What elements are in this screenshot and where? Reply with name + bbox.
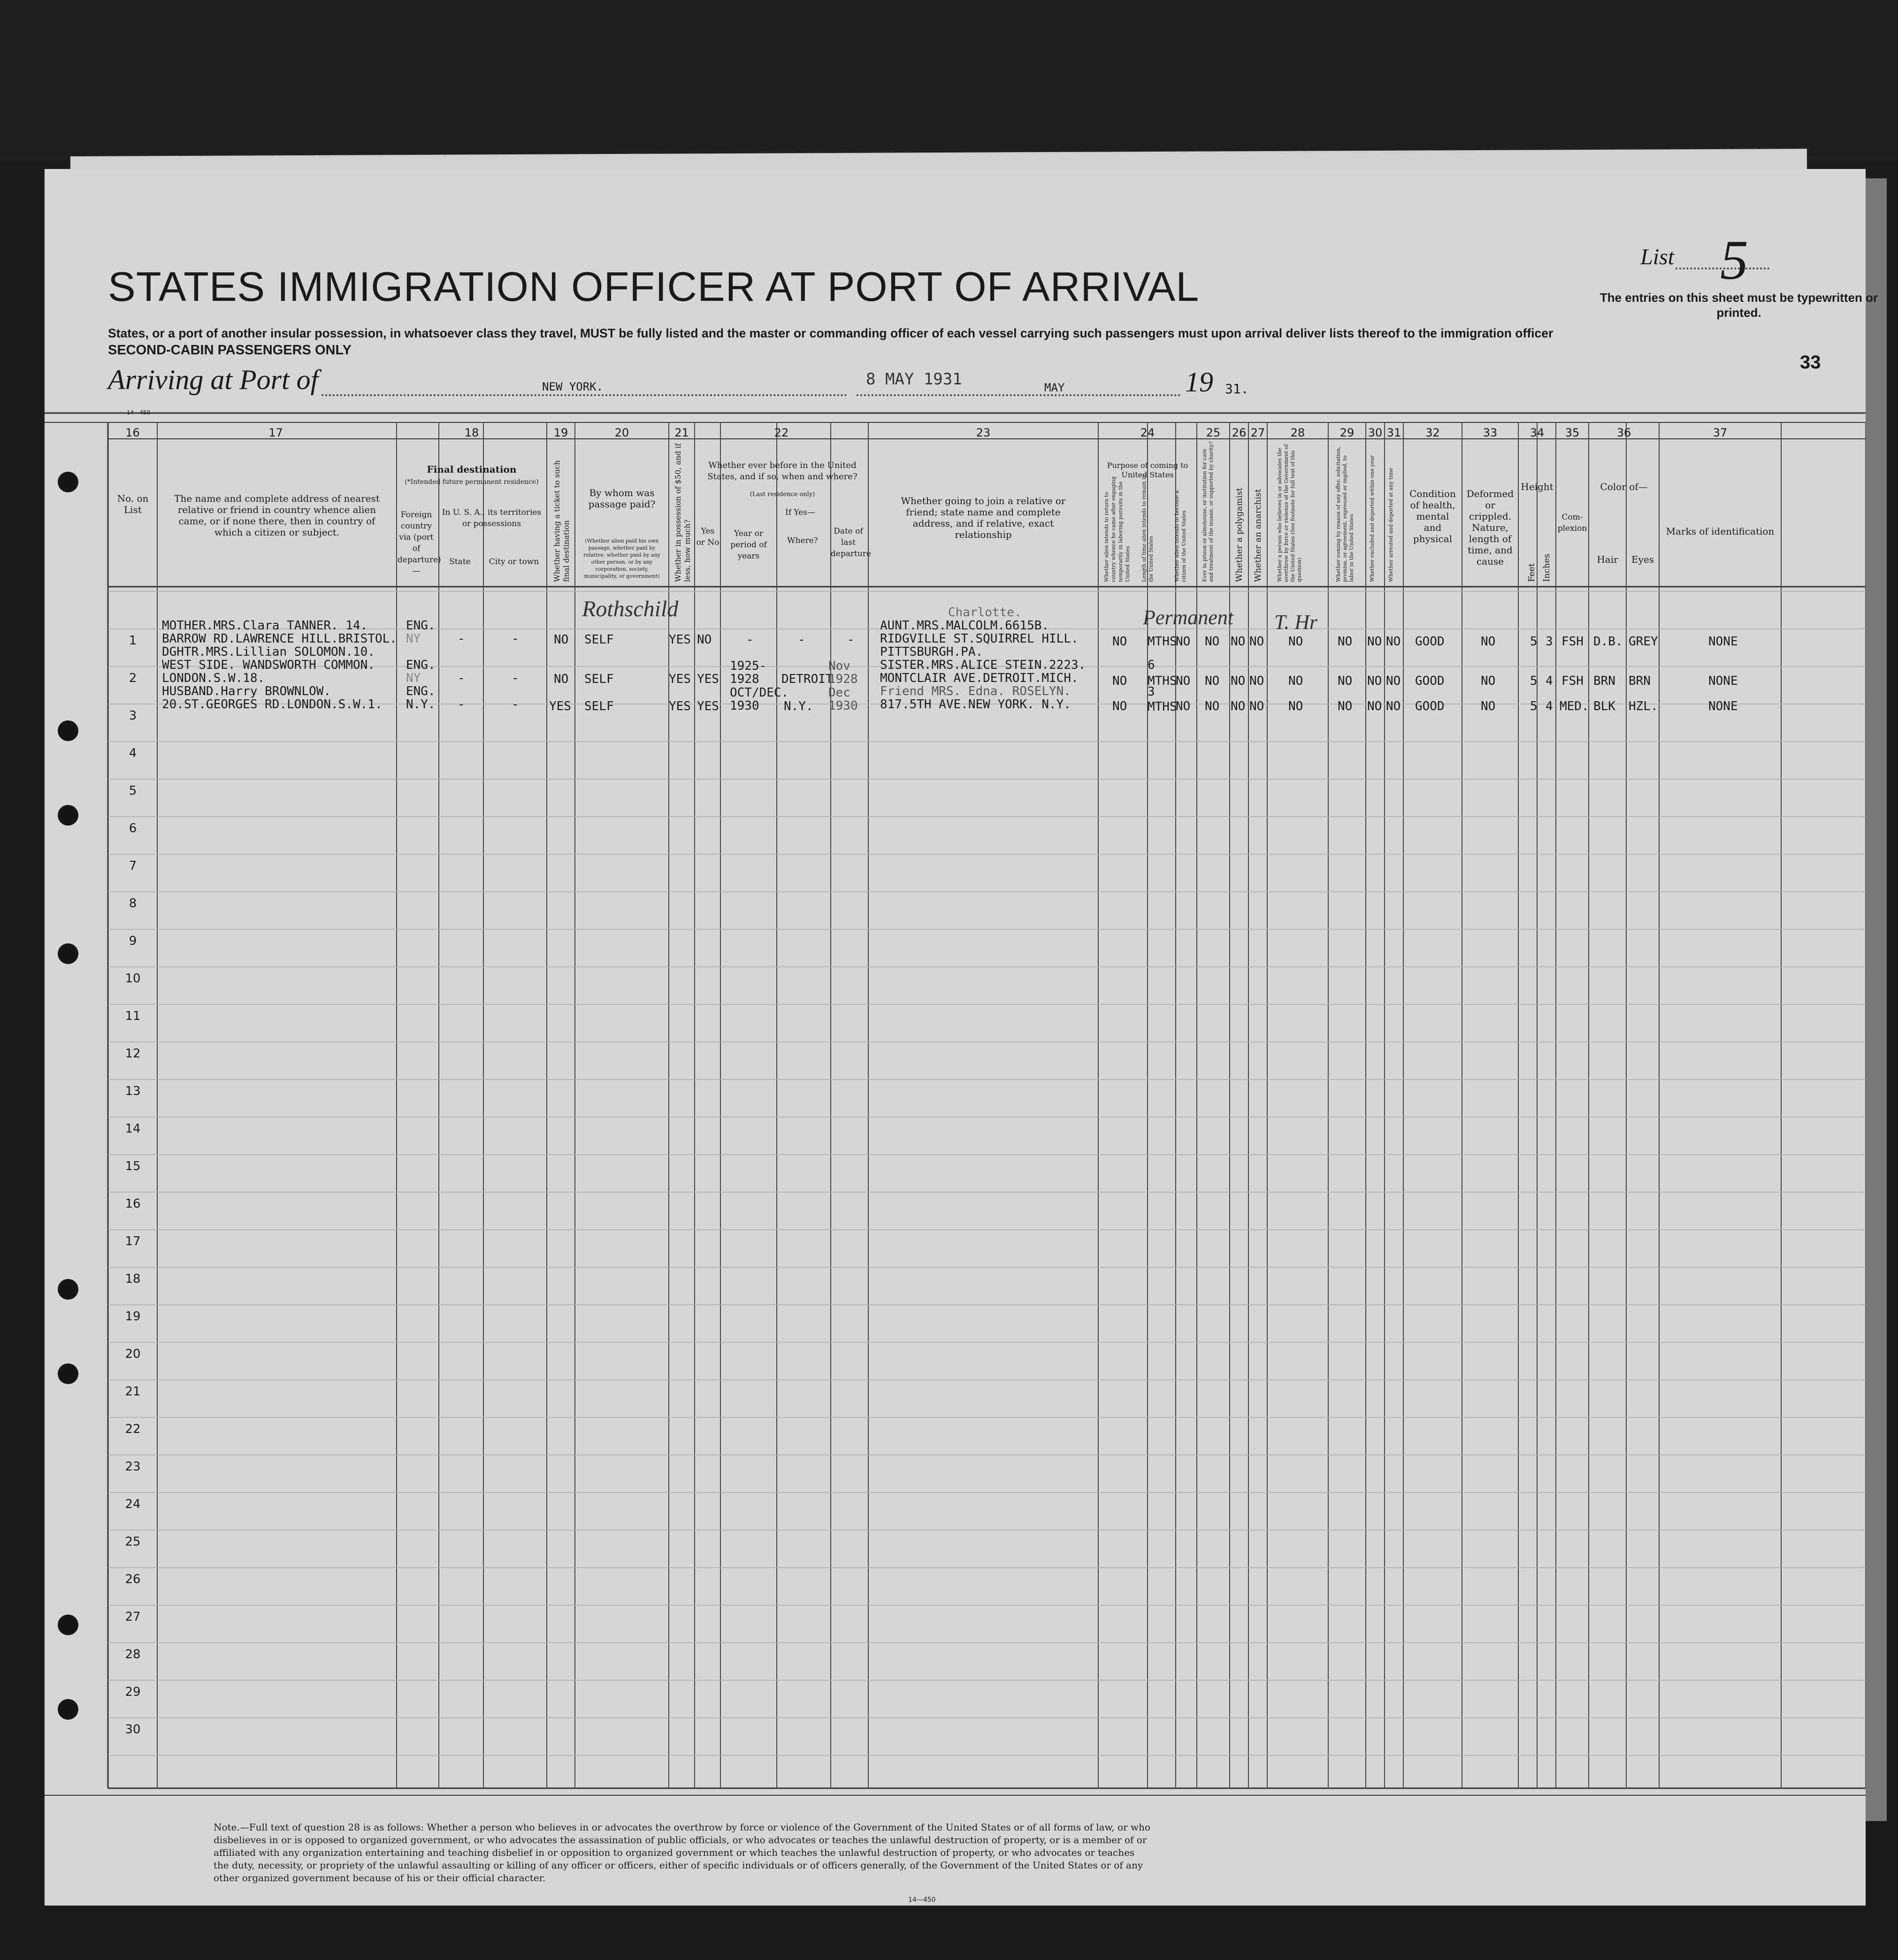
row-number: 1 — [129, 634, 137, 648]
row-number: 27 — [125, 1610, 141, 1624]
col-num-32: 32 — [1425, 426, 1440, 439]
excluded: NO — [1367, 635, 1382, 649]
col-num-19: 19 — [553, 426, 568, 439]
foreign-country: ENG. — [406, 619, 436, 633]
row-number: 8 — [129, 896, 137, 911]
row-number: 19 — [125, 1309, 141, 1324]
join-relative: SISTER.MRS.ALICE STEIN.2223. — [880, 658, 1086, 672]
row-number: 15 — [125, 1159, 141, 1173]
eyes: GREY — [1629, 635, 1658, 649]
marks: NONE — [1708, 674, 1738, 688]
form-code: 14—450 — [908, 1896, 936, 1904]
city: - — [512, 697, 519, 712]
header-marks: Marks of identification — [1666, 526, 1775, 537]
typed-note: The entries on this sheet must be typewritten or printed. — [1600, 291, 1878, 320]
join-relative: PITTSBURGH.PA. — [880, 645, 983, 659]
header-before-in-us: Whether ever before in the United States, and if so, when and where? — [707, 460, 857, 482]
header-color-of: Color of— — [1600, 481, 1648, 492]
col-num-36: 36 — [1616, 426, 1631, 439]
relative-line: HUSBAND.Harry BROWNLOW. — [162, 684, 331, 698]
header-length-stay: Length of time alien intends to remain in the United States — [1141, 475, 1154, 582]
polygamist: NO — [1231, 699, 1246, 713]
state: - — [458, 697, 465, 712]
prison: NO — [1205, 699, 1220, 713]
complexion: MED. — [1560, 699, 1589, 713]
header-relative: The name and complete address of nearest relative or friend in country whence alien came, or if none there, then in country of which a citizen or subject. — [174, 493, 380, 538]
length-stay: 6 MTHS — [1148, 658, 1177, 688]
anarchist: NO — [1249, 635, 1264, 649]
col-num-20: 20 — [614, 426, 629, 439]
col-num-29: 29 — [1339, 426, 1355, 439]
port-name: NEW YORK. — [542, 380, 604, 393]
col-num-21: 21 — [674, 426, 689, 439]
header-no-on-list: No. on List — [117, 493, 149, 515]
excluded: NO — [1367, 699, 1382, 713]
last-departure: Nov 1928 — [828, 659, 858, 686]
join-relative: 817.5TH AVE.NEW YORK. N.Y. — [880, 697, 1071, 712]
col-num-23: 23 — [976, 426, 991, 439]
labor-offer: NO — [1338, 674, 1353, 688]
foreign-country-state: NY — [406, 632, 421, 646]
polygamist: NO — [1231, 635, 1246, 649]
prison: NO — [1205, 635, 1220, 649]
join-relative: MONTCLAIR AVE.DETROIT.MICH. — [880, 671, 1079, 685]
row-number: 10 — [125, 972, 141, 986]
header-anarchist: Whether an anarchist — [1253, 489, 1263, 582]
foreign-country: ENG. — [406, 684, 436, 698]
years: - — [746, 633, 754, 647]
where: DETROIT — [781, 672, 833, 686]
deformed: NO — [1481, 699, 1496, 713]
foreign-country-state: N.Y. — [406, 697, 436, 712]
handwritten-note: Rothschild — [582, 597, 679, 621]
header-last-departure: Date of last departure — [831, 527, 872, 559]
col-num-17: 17 — [268, 426, 283, 439]
header-city: City or town — [489, 557, 539, 567]
labor-offer: NO — [1338, 635, 1353, 649]
header-excluded: Whether excluded and deported within one year — [1369, 455, 1375, 582]
last-departure: Dec 1930 — [828, 686, 858, 713]
state: - — [458, 671, 465, 685]
header-prison: Ever in prison or almshouse, or institution for care and treatment of the insane, or supported by charity? — [1202, 441, 1214, 582]
height-inches: 3 — [1546, 635, 1553, 649]
header-passage-sub: (Whether alien paid his own passage, whether paid by relative, whether paid by any other person, or by any corporation, society, municipality, or government) — [583, 538, 660, 579]
years: 1925-1928 — [730, 659, 767, 686]
before-in-us: NO — [697, 633, 712, 647]
polygamist: NO — [1231, 674, 1246, 688]
year-prefix: 19 — [1185, 367, 1213, 398]
arriving-label: Arriving at Port of — [108, 364, 319, 395]
row-number: 2 — [129, 671, 137, 685]
join-relative: Charlotte. — [948, 605, 1022, 620]
col-num-22: 22 — [774, 426, 789, 439]
row-number: 3 — [129, 709, 137, 723]
join-relative: Friend MRS. Edna. ROSELYN. — [880, 684, 1071, 698]
height-feet: 5 — [1530, 674, 1538, 688]
relative-line: DGHTR.MRS.Lillian SOLOMON.10. — [162, 645, 375, 659]
header-inches: Inches — [1542, 553, 1552, 582]
header-before-sub: (Last residence only) — [750, 491, 815, 498]
return-intent: NO — [1112, 699, 1127, 713]
money: YES — [669, 672, 691, 686]
anarchist: NO — [1249, 674, 1264, 688]
header-in-usa: In U. S. A., its territories or possessions — [442, 508, 542, 528]
height-feet: 5 — [1530, 635, 1538, 649]
join-relative: AUNT.MRS.MALCOLM.6615B. — [880, 619, 1049, 633]
arrested: NO — [1386, 699, 1401, 713]
row-number: 18 — [125, 1272, 141, 1286]
row-number: 9 — [129, 934, 137, 948]
manifest-sheet — [45, 169, 1878, 1906]
height-inches: 4 — [1546, 674, 1553, 688]
row-number: 26 — [125, 1572, 141, 1586]
header-height: Height — [1521, 481, 1554, 492]
eyes: BRN — [1629, 674, 1651, 688]
relative-line: MOTHER.MRS.Clara TANNER. 14. — [162, 619, 368, 633]
class-line: SECOND-CABIN PASSENGERS ONLY — [108, 343, 352, 358]
deformed: NO — [1481, 674, 1496, 688]
list-number: 5 — [1720, 229, 1748, 291]
return-intent: NO — [1112, 674, 1127, 688]
row-number: 30 — [125, 1723, 141, 1737]
arrested: NO — [1386, 635, 1401, 649]
money: YES — [669, 633, 691, 647]
citizen-intent: NO — [1176, 674, 1191, 688]
overthrow: NO — [1288, 674, 1303, 688]
header-complexion: Com-plexion — [1557, 513, 1587, 533]
length-stay: 3 MTHS — [1148, 685, 1177, 714]
prison: NO — [1205, 674, 1220, 688]
header-passage-paid: By whom was passage paid? — [588, 487, 656, 510]
row-number: 5 — [129, 784, 137, 798]
header-citizen-intent: Whether alien intends to become a citizen of the United States — [1174, 490, 1187, 582]
ticket: YES — [549, 699, 571, 713]
labor-offer: NO — [1338, 699, 1353, 713]
row-number: 29 — [125, 1685, 141, 1699]
row-number: 22 — [125, 1422, 141, 1436]
list-label: List — [1640, 245, 1675, 269]
marks: NONE — [1708, 699, 1738, 713]
header-fifty-dollars: Whether in possession of $50, and if less, how much? — [673, 443, 692, 582]
col-num-37: 37 — [1713, 426, 1728, 439]
height-inches: 4 — [1546, 699, 1553, 713]
header-deformed: Deformed or crippled. Nature, length of time, and cause — [1466, 488, 1514, 567]
excluded: NO — [1367, 674, 1382, 688]
deformed: NO — [1481, 635, 1496, 649]
relative-line: WEST SIDE. WANDSWORTH COMMON. — [162, 658, 375, 672]
hair: D.B. — [1593, 635, 1623, 649]
overthrow: NO — [1288, 635, 1303, 649]
hair: BLK — [1593, 699, 1615, 713]
citizen-intent: NO — [1176, 635, 1191, 649]
before-in-us: YES — [697, 672, 719, 686]
marks: NONE — [1708, 635, 1738, 649]
relative-line: 20.ST.GEORGES RD.LONDON.S.W.1. — [162, 697, 383, 712]
col-num-18: 18 — [464, 426, 479, 439]
header-eyes: Eyes — [1631, 554, 1654, 565]
health: GOOD — [1415, 674, 1445, 688]
header-arrested: Whether arrested and deported at any time — [1388, 467, 1394, 582]
row-number: 23 — [125, 1460, 141, 1474]
passage-paid: SELF — [584, 699, 614, 713]
form-code-top: 14—450 — [127, 409, 151, 416]
where: N.Y. — [784, 699, 813, 713]
handwritten-note: T. Hr — [1274, 611, 1318, 634]
hair: BRN — [1593, 674, 1615, 688]
col-num-24: 24 — [1140, 426, 1155, 439]
foreign-country-state: NY — [406, 671, 421, 685]
header-years: Year or period of years — [730, 529, 767, 561]
join-relative: RIDGVILLE ST.SQUIRREL HILL. — [880, 632, 1079, 646]
foreign-country: ENG. — [406, 658, 436, 672]
years: OCT/DEC. 1930 — [730, 686, 789, 713]
overthrow: NO — [1288, 699, 1303, 713]
page-number: 33 — [1800, 352, 1821, 373]
state: - — [458, 632, 465, 646]
col-num-25: 25 — [1206, 426, 1221, 439]
row-number: 21 — [125, 1385, 141, 1399]
col-num-16: 16 — [125, 426, 140, 439]
col-num-30: 30 — [1368, 426, 1383, 439]
row-number: 7 — [129, 859, 137, 873]
header-join-relative: Whether going to join a relative or friend; state name and complete address, and if relative, exact relationship — [901, 495, 1066, 540]
header-final-destination: Final destination — [427, 464, 517, 475]
row-number: 4 — [129, 746, 137, 760]
last-departure: - — [847, 633, 855, 647]
passage-paid: SELF — [584, 672, 614, 686]
month: MAY — [1044, 381, 1065, 394]
where: - — [798, 633, 805, 647]
city: - — [512, 632, 519, 646]
row-number: 13 — [125, 1084, 141, 1098]
header-final-destination-sub: (*Intended future permanent residence) — [405, 478, 539, 486]
col-num-28: 28 — [1290, 426, 1305, 439]
length-stay: MTHS — [1148, 635, 1177, 649]
row-number: 28 — [125, 1647, 141, 1661]
col-num-35: 35 — [1565, 426, 1580, 439]
before-in-us: YES — [697, 699, 719, 713]
handwritten-note: Permanent — [1143, 606, 1234, 629]
col-num-33: 33 — [1483, 426, 1498, 439]
col-num-26: 26 — [1232, 426, 1247, 439]
header-foreign-country: Foreign country via (port of departure)— — [398, 510, 441, 576]
complexion: FSH — [1561, 635, 1584, 649]
header-polygamist: Whether a polygamist — [1234, 488, 1244, 582]
row-number: 16 — [125, 1197, 141, 1211]
ticket: NO — [554, 672, 569, 686]
arrested: NO — [1386, 674, 1401, 688]
relative-line: LONDON.S.W.18. — [162, 671, 265, 685]
citizen-intent: NO — [1176, 699, 1191, 713]
row-number: 14 — [125, 1122, 141, 1136]
footnote: Note.—Full text of question 28 is as follows: Whether a person who believes in or advocates the overthrow by force or violence of the Government of the United States or of all forms of law, or who disbelieves in or is opposed to organized government, or who advocates the assassination of public officials, or who advocates or teaches the unlawful destruction of property, or is a member of or affiliated with any organization entertaining and teaching disbelief in or opposition to organized government or which teaches the unlawful destruction of property, or who advocates or teaches the duty, necessity, or propriety of the unlawful assaulting or killing of any officer or officers, either of specific individuals or of officers generally, of the Government of the United States or of any other organized government because of his or their official character. — [214, 1822, 1151, 1883]
dark-background — [0, 0, 1898, 160]
header-state: State — [449, 557, 471, 567]
header-if-yes: If Yes— — [785, 508, 815, 517]
health: GOOD — [1415, 699, 1445, 713]
eyes: HZL. — [1629, 699, 1658, 713]
row-number: 6 — [129, 821, 137, 835]
col-num-34: 34 — [1530, 426, 1545, 439]
row-number: 12 — [125, 1047, 141, 1061]
row-number: 11 — [125, 1009, 141, 1023]
header-health: Condition of health, mental and physical — [1409, 488, 1456, 544]
header-purpose: Purpose of coming to United States — [1107, 461, 1188, 479]
row-number: 20 — [125, 1347, 141, 1361]
header-feet: Feet — [1527, 563, 1537, 582]
page-title: STATES IMMIGRATION OFFICER AT PORT OF ARRIVAL — [108, 263, 1200, 310]
row-number: 24 — [125, 1497, 141, 1511]
anarchist: NO — [1249, 699, 1264, 713]
return-intent: NO — [1112, 635, 1127, 649]
complexion: FSH — [1561, 674, 1584, 688]
city: - — [512, 671, 519, 685]
row-number: 25 — [125, 1535, 141, 1549]
health: GOOD — [1415, 635, 1445, 649]
header-yes-no: Yes or No — [696, 527, 719, 547]
passage-paid: SELF — [584, 633, 614, 647]
header-ticket: Whether having a ticket to such final destination — [552, 460, 571, 582]
row-number: 17 — [125, 1234, 141, 1248]
relative-line: BARROW RD.LAWRENCE HILL.BRISTOL. — [162, 632, 397, 646]
date-stamp: 8 MAY 1931 — [866, 370, 962, 389]
instructions-text: States, or a port of another insular possession, in whatsoever class they travel, MUST be fully listed and the master or commanding officer of each vessel carrying such passengers must upon arrival deliver lists thereof to the immigration officer — [108, 326, 1554, 340]
col-num-27: 27 — [1250, 426, 1265, 439]
header-where: Where? — [787, 536, 818, 545]
year-suffix: 31. — [1225, 381, 1249, 397]
header-labor-offer: Whether coming by reason of any offer, solicitation, promise, or agreement, expressed or implied, to labor in the United States — [1335, 446, 1355, 582]
col-num-31: 31 — [1386, 426, 1401, 439]
height-feet: 5 — [1530, 699, 1538, 713]
money: YES — [669, 699, 691, 713]
header-hair: Hair — [1597, 554, 1618, 565]
header-return-intent: Whether alien intends to return to country whence he came after engaging temporarily in laboring pursuits in the United States — [1103, 476, 1131, 582]
header-overthrow: Whether a person who believes in or advocates the overthrow by force or violence of the Government of the United States (See footnote for full text of this question) — [1277, 444, 1302, 582]
ticket: NO — [554, 633, 569, 647]
